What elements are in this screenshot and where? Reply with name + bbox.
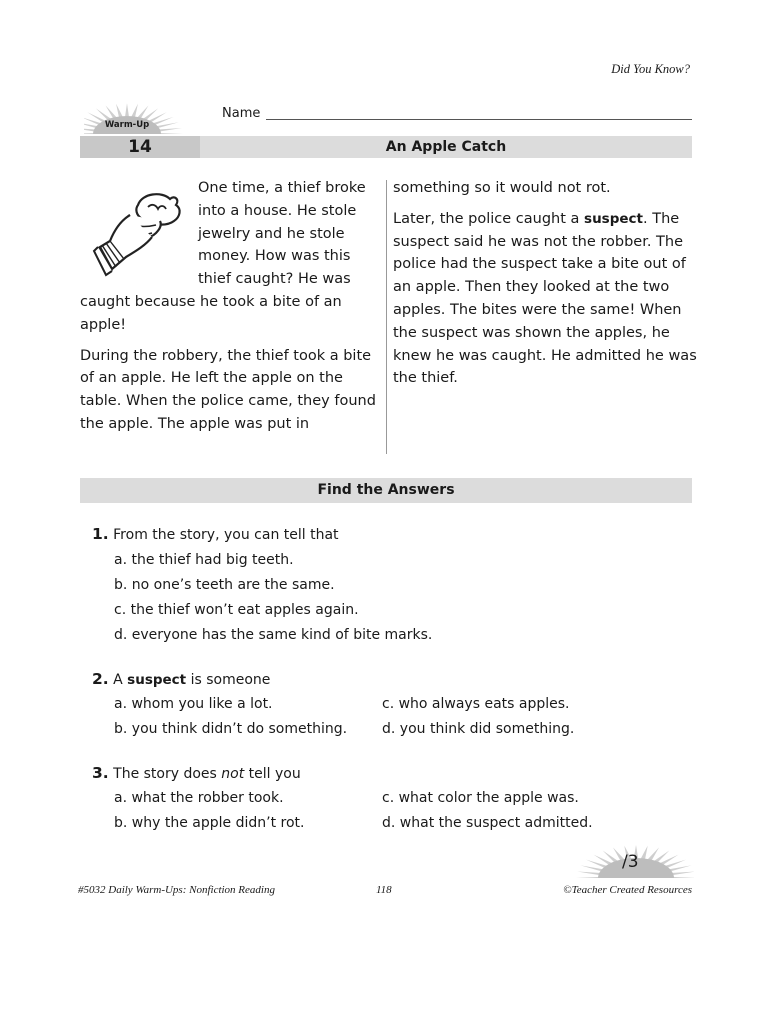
- footer-right: ©Teacher Created Resources: [563, 884, 692, 896]
- story-paragraph-1: One time, a thief broke into a house. He stole jewelry and he stole money. How was this thief caught? He was caught because he took a bite of an apple!: [80, 180, 366, 333]
- page-number: 118: [376, 884, 392, 896]
- answers-heading: Find the Answers: [317, 482, 455, 498]
- name-label: Name: [222, 106, 261, 121]
- emphasis-not: not: [221, 766, 245, 782]
- answer-option[interactable]: c. who always eats apples.: [382, 696, 570, 712]
- warmup-label: Warm-Up: [104, 120, 150, 130]
- story-paragraph-2: During the robbery, the thief took a bite of an apple. He left the apple on the table. When the police came, they found the apple. The apple was put in: [80, 347, 376, 432]
- answer-option[interactable]: d. everyone has the same kind of bite marks.: [114, 627, 433, 643]
- column-divider: [386, 180, 387, 454]
- page-title: An Apple Catch: [385, 139, 507, 155]
- answer-option[interactable]: a. what the robber took.: [114, 790, 284, 806]
- question-2: 2. A suspect is someone: [92, 670, 271, 688]
- story-paragraph-3: something so it would not rot.: [393, 180, 611, 196]
- answer-option[interactable]: b. no one’s teeth are the same.: [114, 577, 335, 593]
- question-stem: From the story, you can tell that: [113, 527, 339, 543]
- name-input-line[interactable]: [266, 119, 692, 120]
- answer-option[interactable]: b. why the apple didn’t rot.: [114, 815, 305, 831]
- answer-option[interactable]: c. the thief won’t eat apples again.: [114, 602, 359, 618]
- answer-option[interactable]: a. whom you like a lot.: [114, 696, 273, 712]
- answer-option[interactable]: d. what the suspect admitted.: [382, 815, 593, 831]
- score-label: /3: [622, 852, 639, 872]
- question-number: 1.: [92, 525, 109, 543]
- question-number: 3.: [92, 764, 109, 782]
- question-3: 3. The story does not tell you: [92, 764, 301, 782]
- keyword-suspect: suspect: [584, 210, 643, 227]
- question-number: 2.: [92, 670, 109, 688]
- story-paragraph-4: Later, the police caught a suspect. The suspect said he was not the robber. The police had the suspect take a bite out of an apple. Then they looked at the two apples. The bites were the same! When the suspect was shown the apples, he knew he was caught. He admitted he was the thief.: [393, 210, 697, 387]
- answer-option[interactable]: b. you think didn’t do something.: [114, 721, 348, 737]
- section-header: Did You Know?: [611, 62, 690, 76]
- keyword-suspect: suspect: [127, 672, 187, 688]
- hand-holding-apple-icon: [90, 185, 190, 280]
- answer-option[interactable]: c. what color the apple was.: [382, 790, 579, 806]
- footer-left: #5032 Daily Warm-Ups: Nonfiction Reading: [78, 884, 275, 896]
- answer-option[interactable]: a. the thief had big teeth.: [114, 552, 294, 568]
- answer-option[interactable]: d. you think did something.: [382, 721, 575, 737]
- question-1: [92, 525, 339, 543]
- story-column-right: [393, 177, 698, 398]
- warmup-number: 14: [128, 137, 152, 157]
